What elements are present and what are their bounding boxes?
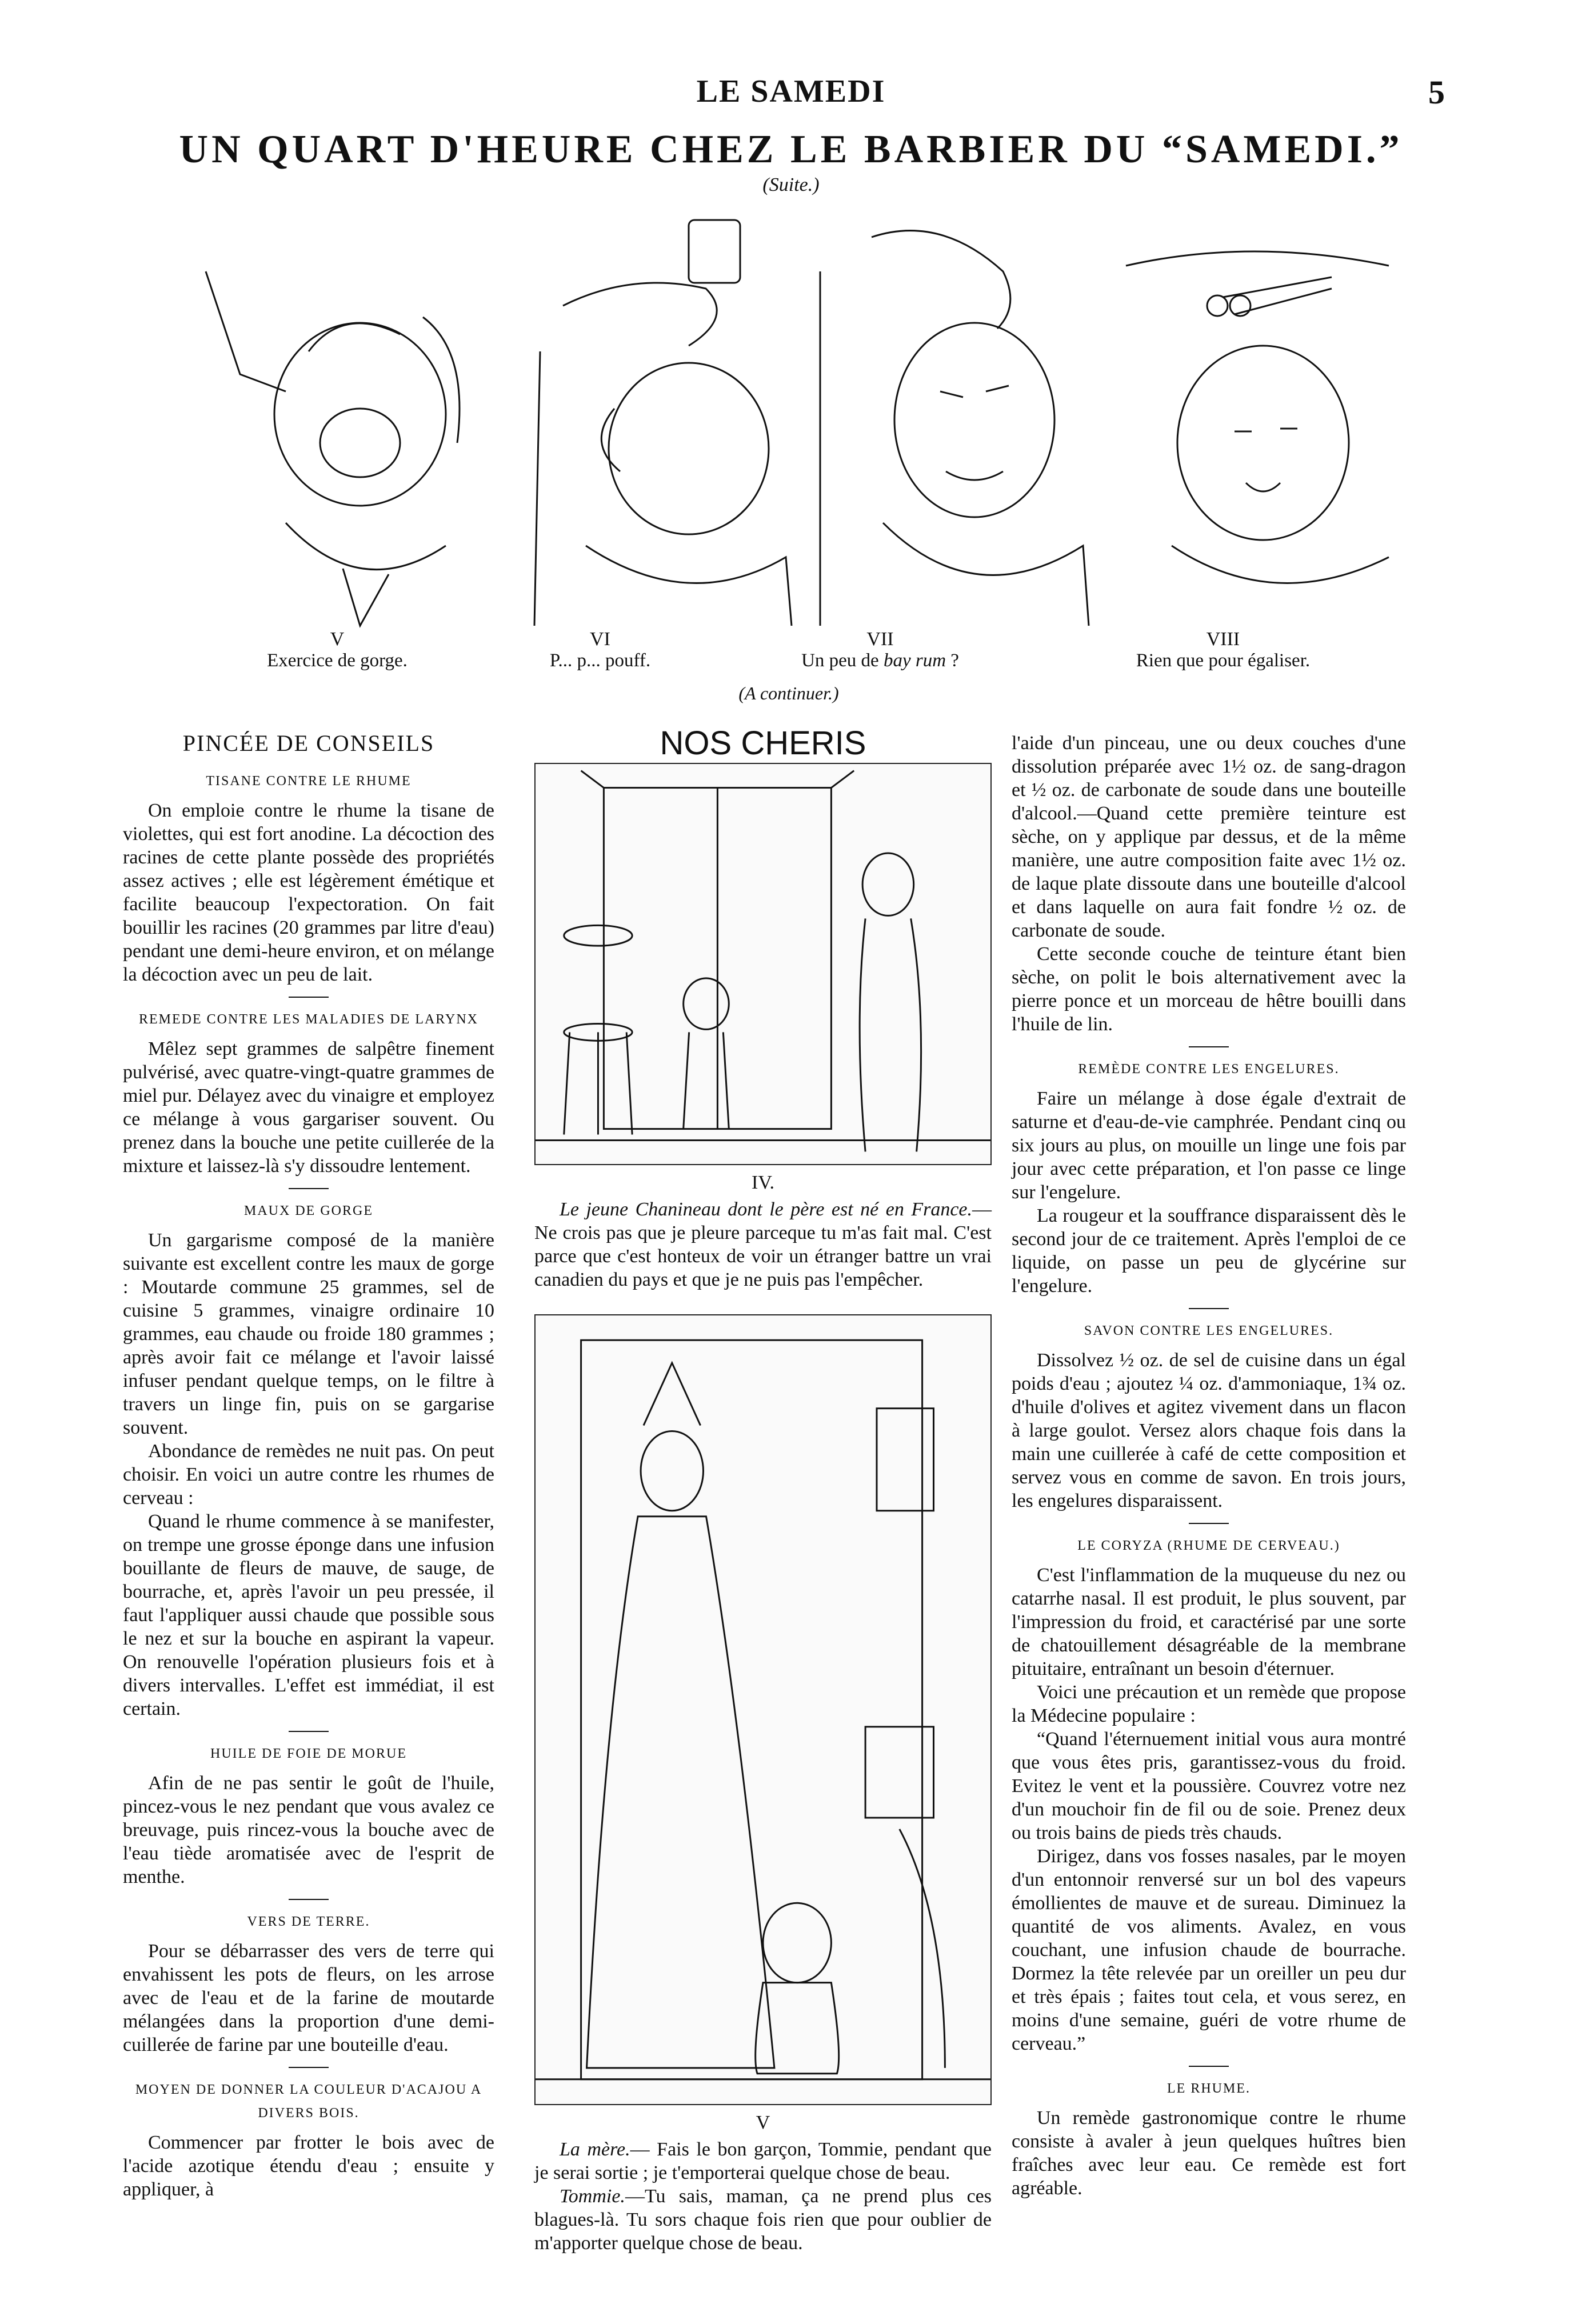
- column-heading: PINCÉE DE CONSEILS: [182, 730, 435, 756]
- paper-name: LE SAMEDI: [696, 74, 886, 109]
- paragraph: Pour se débarrasser des vers de terre qui envahissent les pots de fleurs, on les arrose avec de l'eau et de la farine de moutarde mélangées dans la proportion d'une demi-cuillerée de farine par une bouteille d'eau.: [123, 1941, 494, 2055]
- divider: [289, 2067, 329, 2068]
- illustration-number: IV.: [752, 1172, 774, 1193]
- panel-caption-text: P... p... pouff.: [549, 650, 651, 671]
- column-right: [1012, 731, 1406, 2200]
- paragraph: Afin de ne pas sentir le goût de l'huile, pincez-vous le nez pendant que vous avalez ce breuvage, puis rincez-vous la bouche avec de l'eau tiède aromatisée avec de l'esprit de menthe.: [123, 1773, 494, 1887]
- barber-panel-vi: [517, 203, 809, 631]
- illustration-gargle: [171, 203, 503, 631]
- paragraph: Faire un mélange à dose égale d'extrait de saturne et d'eau-de-vie camphrée. Pendant cinq ou six jours au plus, on mouille un linge une fois par jour avec cette préparation, et l'on passe ce linge sur l'engelure.: [1012, 1088, 1406, 1203]
- caption-speaker: La mère.: [560, 2139, 630, 2160]
- section-heading: TISANE CONTRE LE RHUME: [206, 774, 412, 789]
- section-heading: REMEDE CONTRE LES MALADIES DE LARYNX: [139, 1012, 478, 1027]
- caption-v-tommie: [534, 2185, 992, 2255]
- article-title: UN QUART D'HEURE CHEZ LE BARBIER DU “SAMEDI.”: [179, 127, 1403, 171]
- column-left: [123, 731, 494, 2201]
- panel-number: VIII: [1206, 629, 1240, 650]
- column-heading: NOS CHERIS: [660, 725, 866, 762]
- illustration-drawing: [536, 1315, 990, 2104]
- divider: [289, 1731, 329, 1732]
- section-heading: MOYEN DE DONNER LA COULEUR D'ACAJOU A DIVERS BOIS.: [135, 2082, 482, 2121]
- section-heading: LE RHUME.: [1167, 2081, 1251, 2096]
- caption-v-mother: [534, 2138, 992, 2185]
- paragraph: Voici une précaution et un remède que propose la Médecine populaire :: [1012, 1682, 1406, 1726]
- panel-number: V: [330, 629, 345, 650]
- paragraph: Dirigez, dans vos fosses nasales, par le moyen d'un entonnoir renversé sur un bol des vapeurs émollientes de mauve et de sureau. Diminuez la quantité de vos aliments. Avalez, en vous couchant, une infusion chaude de bourrache. Dormez la tête relevée par un oreiller un peu dur et très épais ; faites tout cela, et vous serez, en moins d'une semaine, guéri de votre rhume de cerveau.”: [1012, 1846, 1406, 2054]
- divider: [289, 1899, 329, 1900]
- paragraph: Un remède gastronomique contre le rhume consiste à avaler à jeun quelques huîtres bien fraîches avec leur eau. Ce remède est fort agréable.: [1012, 2107, 1406, 2199]
- illustration-scissors: [1103, 203, 1412, 631]
- caption-text: —Ne crois pas que je pleure parceque tu m'as fait mal. C'est parce que c'est honteux de voir un étranger battre un vrai canadien du pays et que je ne puis pas l'empêcher.: [534, 1199, 992, 1290]
- panel-caption-viii: [1086, 629, 1360, 671]
- column-middle: [534, 725, 992, 2255]
- paragraph: Commencer par frotter le bois avec de l'acide azotique étendu d'eau ; ensuite y appliquer, à: [123, 2132, 494, 2200]
- panel-caption-v: [217, 629, 457, 671]
- illustration-bay-rum: [814, 203, 1100, 631]
- illustration-drawing: [536, 764, 990, 1164]
- illustration-crying-boy: [534, 763, 992, 1165]
- panel-number: VII: [866, 629, 894, 650]
- paragraph: Mêlez sept grammes de salpêtre finement pulvérisé, avec quatre-vingt-quatre grammes de miel pur. Délayez avec du vinaigre et employez ce mélange à vous gargariser souvent. Ou prenez dans la bouche une petite cuillerée de la mixture et laissez-là s'y dissoudre lentement.: [123, 1038, 494, 1177]
- divider: [1189, 2066, 1229, 2067]
- divider: [289, 1188, 329, 1189]
- illustration-number: V: [756, 2112, 770, 2133]
- divider: [289, 997, 329, 998]
- page-number: 5: [1428, 74, 1445, 111]
- panel-caption-prefix: Un peu de: [801, 650, 884, 671]
- panel-caption-emphasis: bay rum: [883, 650, 946, 671]
- divider: [1189, 1308, 1229, 1309]
- divider: [1189, 1046, 1229, 1047]
- caption-speaker: Tommie.: [560, 2186, 625, 2207]
- section-heading: REMÈDE CONTRE LES ENGELURES.: [1078, 1062, 1340, 1077]
- paragraph: La rougeur et la souffrance disparaissent dès le second jour de ce traitement. Après l'emploi de ce liquide, on passe un peu de glycérine sur l'engelure.: [1012, 1205, 1406, 1297]
- section-heading: SAVON CONTRE LES ENGELURES.: [1084, 1323, 1334, 1338]
- section-heading: VERS DE TERRE.: [247, 1914, 370, 1929]
- caption-text: —Tu sais, maman, ça ne prend plus ces blagues-là. Tu sors chaque fois rien que pour oublier de m'apporter quelque chose de beau.: [534, 2186, 992, 2254]
- paragraph: Cette seconde couche de teinture étant bien sèche, on polit le bois alternativement avec la pierre ponce et un morceau de hêtre bouilli dans l'huile de lin.: [1012, 943, 1406, 1035]
- paragraph: C'est l'inflammation de la muqueuse du nez ou catarrhe nasal. Il est produit, le plus souvent, par l'impression du froid, et caractérisé par une sorte de chatouillement désagréable de la membrane pituitaire, entraînant un besoin d'éternuer.: [1012, 1565, 1406, 1679]
- panel-caption-vi: [480, 629, 720, 671]
- section-heading: HUILE DE FOIE DE MORUE: [210, 1746, 407, 1761]
- barber-panel-vii: [814, 203, 1100, 631]
- caption-iv: [534, 1198, 992, 1291]
- paragraph: Un gargarisme composé de la manière suivante est excellent contre les maux de gorge : Moutarde commune 25 grammes, sel de cuisine 5 grammes, vinaigre ordinaire 10 grammes, eau chaude ou froide 180 grammes ; après avoir fait ce mélange et l'avoir laissé infuser pendant quelque temps, on le filtre à travers un linge fin, puis on se gargarise souvent.: [123, 1230, 494, 1438]
- paragraph: Quand le rhume commence à se manifester, on trempe une grosse éponge dans une infusion bouillante de fleurs de mauve, de sauge, de bourrache, et, après l'avoir un peu pressée, il faut l'appliquer aussi chaude que possible sous le nez et sur la bouche en aspirant la vapeur. On renouvelle l'opération plusieurs fois et à divers intervalles. L'effet est immédiat, il est certain.: [123, 1511, 494, 1719]
- divider: [1189, 1523, 1229, 1524]
- illustration-powder: [517, 203, 809, 631]
- paragraph: Dissolvez ½ oz. de sel de cuisine dans un égal poids d'eau ; ajoutez ¼ oz. d'ammoniaque, 1¾ oz. d'huile d'olives et agitez vivement dans un flacon à large goulot. Versez alors chaque fois dans la main une cuillerée à café de cette composition et servez vous en comme de savon. En trois jours, les engelures disparaissent.: [1012, 1350, 1406, 1511]
- masthead: [0, 73, 1582, 125]
- panel-caption-text: Rien que pour égaliser.: [1136, 650, 1311, 671]
- caption-speaker: Le jeune Chanineau dont le père est né en France.: [560, 1199, 972, 1220]
- paragraph: On emploie contre le rhume la tisane de violettes, qui est fort anodine. La décoction des racines de cette plante possède des propriétés assez actives ; elle est légèrement émétique et facilite beaucoup l'expectoration. On fait bouillir les racines (20 grammes par litre d'eau) pendant une demi-heure environ, et on mélange la décoction avec un peu de lait.: [123, 800, 494, 985]
- section-heading: MAUX DE GORGE: [244, 1203, 373, 1218]
- caption-text: — Fais le bon garçon, Tommie, pendant que je serai sortie ; je t'emporterai quelque chose de beau.: [534, 2139, 992, 2183]
- paragraph: Abondance de remèdes ne nuit pas. On peut choisir. En voici un autre contre les rhumes de cerveau :: [123, 1441, 494, 1509]
- panel-caption-text: Exercice de gorge.: [267, 650, 408, 671]
- section-heading: LE CORYZA (RHUME DE CERVEAU.): [1077, 1538, 1340, 1553]
- panel-caption-suffix: ?: [946, 650, 959, 671]
- paragraph: l'aide d'un pinceau, une ou deux couches d'une dissolution préparée avec 1½ oz. de sang-dragon et ½ oz. de carbonate de soude dans une bouteille d'alcool.—Quand cette première teinture est sèche, on y applique par dessus, et de la même manière, une autre composition faite avec 1½ oz. de laque plate dissoute dans une bouteille d'alcool et dans laquelle on aura fait fondre ½ oz. de carbonate de soude.: [1012, 733, 1406, 941]
- barber-panel-v: [171, 203, 503, 631]
- to-be-continued: (A continuer.): [738, 683, 839, 703]
- panel-number: VI: [590, 629, 610, 650]
- article-subtitle: (Suite.): [762, 174, 820, 195]
- paragraph: “Quand l'éternuement initial vous aura montré que vous êtes pris, garantissez-vous du froid. Evitez le vent et la poussière. Couvrez votre nez d'un mouchoir fin de fil ou de soie. Prenez deux ou trois bains de pieds très chauds.: [1012, 1729, 1406, 1843]
- illustration-mother-and-child: [534, 1314, 992, 2105]
- panel-caption-vii: [732, 629, 1029, 671]
- barber-panel-viii: [1103, 203, 1412, 631]
